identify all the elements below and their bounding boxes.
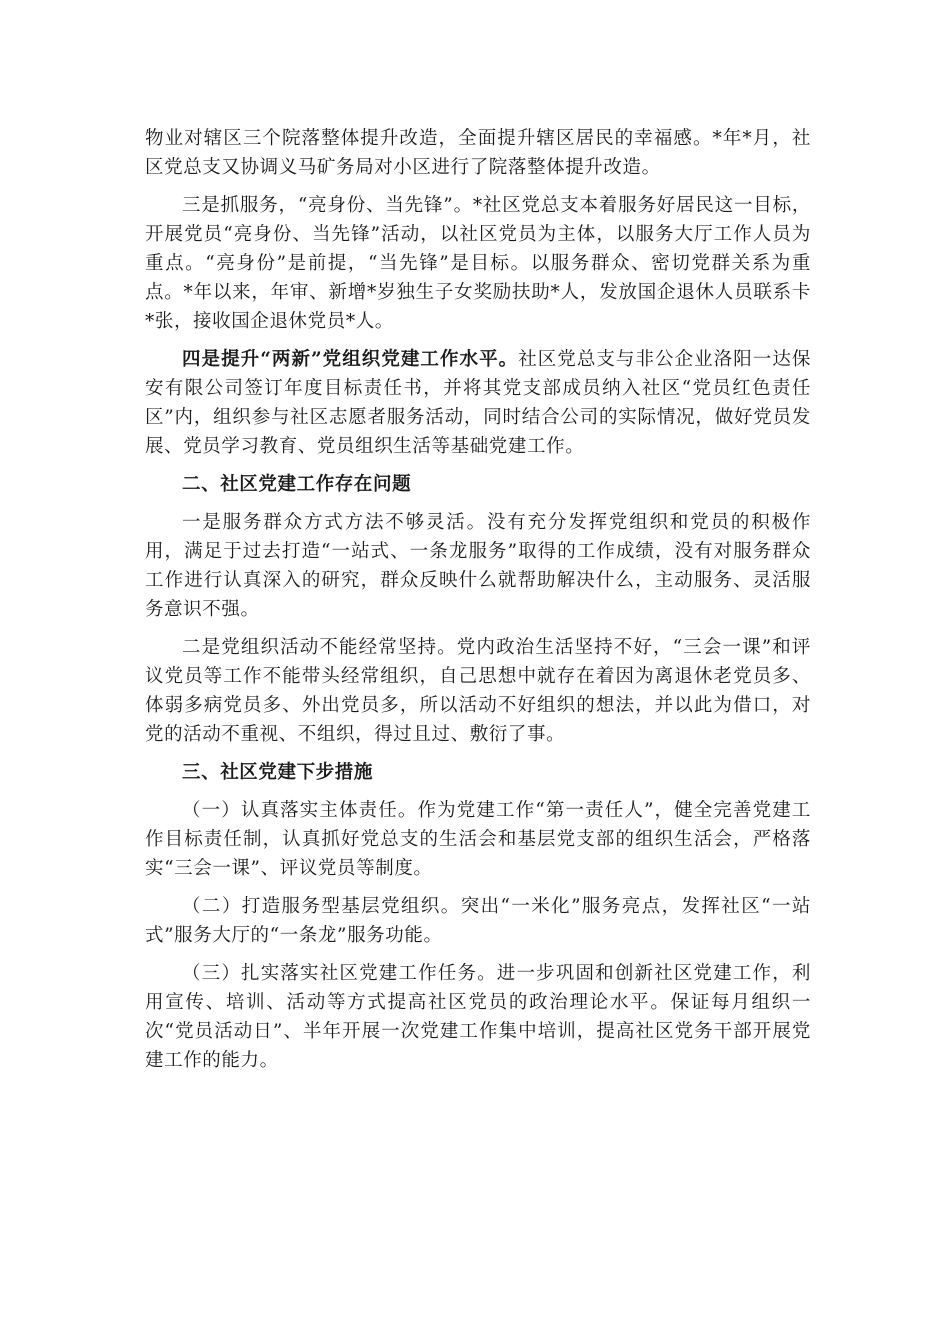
- paragraph-two-new: [145, 345, 811, 461]
- section-heading-problems: 二、社区党建工作存在问题: [182, 474, 412, 495]
- paragraph-body: 社区党总支与非公企业洛阳一达保安有限公司签订年度目标责任书，并将其党支部成员纳入社区“党员红色责任区”内，组织参与社区志愿者服务活动，同时结合公司的实际情况，做好党员发展、党员学习教育、党员组织生活等基础党建工作。: [145, 349, 811, 457]
- paragraph-problem-one: 一是服务群众方式方法不够灵活。没有充分发挥党组织和党员的积极作用，满足于过去打造“一站式、一条龙服务”取得的工作成绩，没有对服务群众工作进行认真深入的研究，群众反映什么就帮助解决什么，主动服务、灵活服务意识不强。: [145, 512, 811, 620]
- document-body: [145, 124, 811, 1084]
- paragraph-problem-two: 二是党组织活动不能经常坚持。党内政治生活坚持不好，“三会一课”和评议党员等工作不能带头经常组织，自己思想中就存在着因为离退休老党员多、体弱多病党员多、外出党员多，所以活动不好组织的想法，并以此为借口，对党的活动不重视、不组织，得过且过、敷衍了事。: [145, 637, 811, 745]
- paragraph-service: 三是抓服务，“亮身份、当先锋”。*社区党总支本着服务好居民这一目标，开展党员“亮身份、当先锋”活动，以社区党员为主体，以服务大厅工作人员为重点。“亮身份”是前提，“当先锋”是目标。以服务群众、密切党群关系为重点。*年以来，年审、新增*岁独生子女奖励扶助*人，发放国企退休人员联系卡*张，接收国企退休党员*人。: [145, 195, 811, 332]
- paragraph-measure-two: （二）打造服务型基层党组织。突出“一米化”服务亮点，发挥社区“一站式”服务大厅的“一条龙”服务功能。: [145, 896, 811, 946]
- paragraph-lead-bold: 四是提升“两新”党组织党建工作水平。: [182, 349, 519, 370]
- paragraph-measure-one: （一）认真落实主体责任。作为党建工作“第一责任人”，健全完善党建工作目标责任制，认真抓好党总支的生活会和基层党支部的组织生活会，严格落实“三会一课”、评议党员等制度。: [145, 800, 811, 879]
- section-heading-measures: 三、社区党建下步措施: [182, 762, 374, 783]
- paragraph-measure-three: （三）扎实落实社区党建工作任务。进一步巩固和创新社区党建工作，利用宣传、培训、活动等方式提高社区党员的政治理论水平。保证每月组织一次“党员活动日”、半年开展一次党建工作集中培训，提高社区党务干部开展党建工作的能力。: [145, 963, 811, 1071]
- paragraph-continuation: 物业对辖区三个院落整体提升改造，全面提升辖区居民的幸福感。*年*月，社区党总支又协调义马矿务局对小区进行了院落整体提升改造。: [145, 128, 811, 178]
